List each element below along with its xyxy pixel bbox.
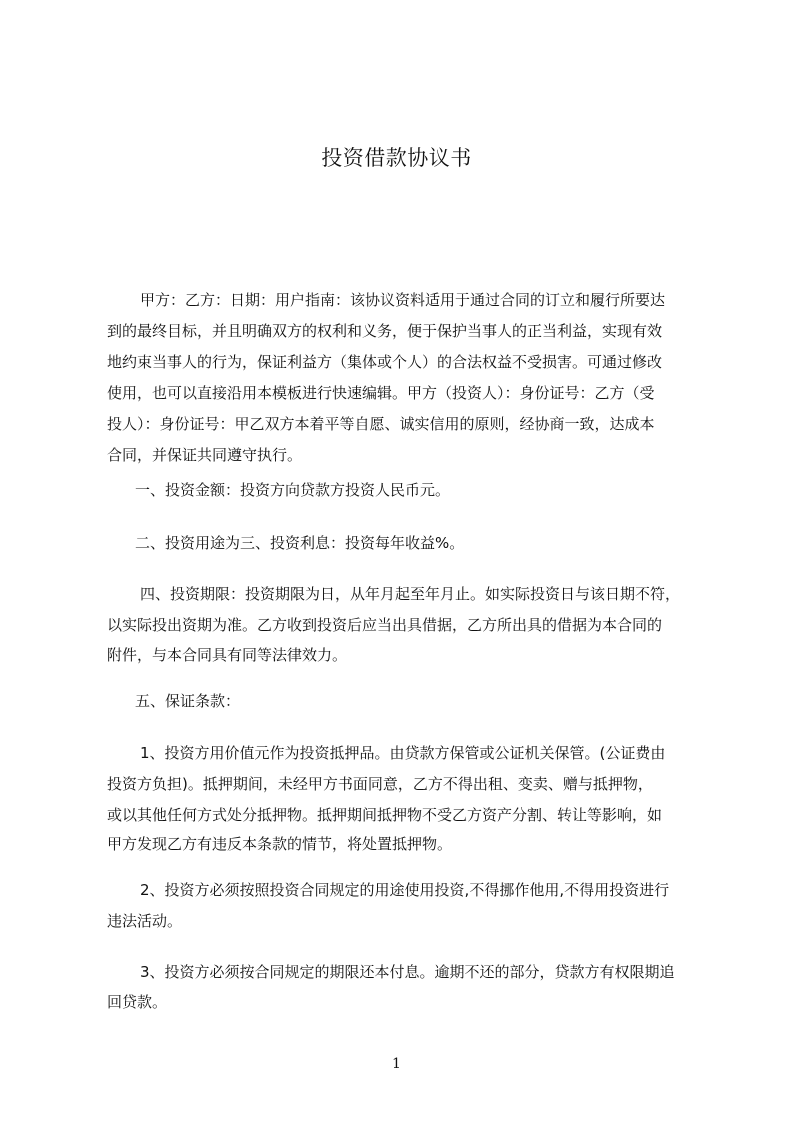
clause-guarantee-heading: 五、保证条款： [135,692,241,710]
page-number: 1 [392,1056,401,1072]
clause-line: 以实际投出资期为准。乙方收到投资后应当出具借据，乙方所出具的借据为本合同的 [107,616,663,634]
item-line: 1、投资方用价值元作为投资抵押品。由贷款方保管或公证机关保管。(公证费由 [140,744,666,762]
intro-line: 到的最终目标，并且明确双方的权利和义务，便于保护当事人的正当利益，实现有效 [107,322,663,340]
item-line: 或以其他任何方式处分抵押物。抵押期间抵押物不受乙方资产分割、转让等影响，如 [107,806,663,824]
item-line: 3、投资方必须按合同规定的期限还本付息。逾期不还的部分，贷款方有权限期追 [140,963,675,981]
document-title: 投资借款协议书 [321,146,472,170]
clause-purpose-interest: 二、投资用途为三、投资利息：投资每年收益%。 [135,534,465,552]
item-line: 投资方负担)。抵押期间，未经甲方书面同意，乙方不得出租、变卖、赠与抵押物， [107,775,653,793]
clause-investment-amount: 一、投资金额：投资方向贷款方投资人民币元。 [135,481,451,499]
item-line: 回贷款。 [107,993,168,1011]
item-line: 2、投资方必须按照投资合同规定的用途使用投资,不得挪作他用,不得用投资进行 [140,881,670,899]
item-line: 甲方发现乙方有违反本条款的情节，将处置抵押物。 [107,835,453,853]
intro-line: 使用，也可以直接沿用本模板进行快速编辑。甲方（投资人）：身份证号：乙方（受 [107,384,655,402]
item-line: 违法活动。 [107,912,183,930]
intro-line: 地约束当事人的行为，保证利益方（集体或个人）的合法权益不受损害。可通过修改 [107,353,663,371]
intro-line: 投人）：身份证号：甲乙双方本着平等自愿、诚实信用的原则，经协商一致，达成本 [107,415,655,433]
intro-line: 合同，并保证共同遵守执行。 [107,446,303,464]
clause-line: 附件，与本合同具有同等法律效力。 [107,646,348,664]
intro-line: 甲方：乙方：日期：用户指南：该协议资料适用于通过合同的订立和履行所要达 [140,291,666,309]
clause-line: 四、投资期限：投资期限为日，从年月起至年月止。如实际投资日与该日期不符， [140,585,681,603]
